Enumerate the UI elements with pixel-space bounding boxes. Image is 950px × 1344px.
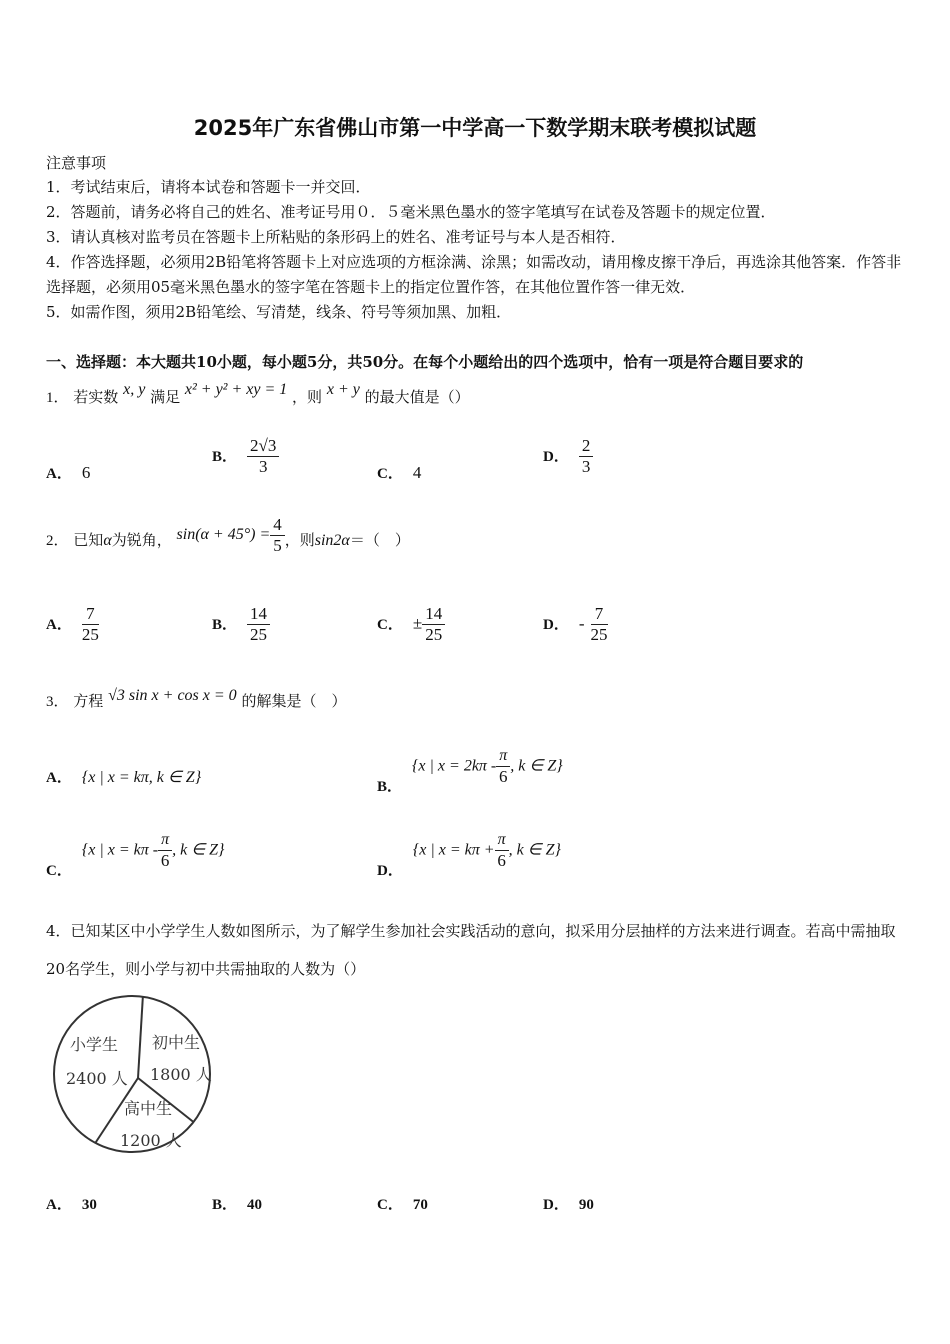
pie-value-label: 1200 人: [120, 1131, 182, 1150]
math-expression: sin(α + 45°) =: [176, 526, 271, 543]
q3-option-d[interactable]: D．{x | x = kπ + $\frac{\pi}{6}$ , k ∈ Z}: [377, 831, 561, 879]
q3-option-b[interactable]: B．{x | x = 2kπ - $\frac{\pi}{6}$ , k ∈ Z}: [377, 747, 563, 795]
math-expression: x² + y² + xy = 1: [184, 381, 288, 398]
q3-option-a[interactable]: A． {x | x = kπ, k ∈ Z}: [46, 769, 202, 786]
fraction: $\frac{2√3}{3}$: [247, 436, 279, 477]
notice-item-2: 2．答题前，请务必将自己的姓名、准考证号用０．５毫米黑色墨水的签字笔填写在试卷及答题卡的规定位置．: [46, 203, 776, 221]
q2-option-b[interactable]: B． $\frac{14}{25}$: [212, 604, 270, 645]
fraction: $\frac{\pi}{6}$: [496, 746, 510, 787]
page-title: 2025年广东省佛山市第一中学高一下数学期末联考模拟试题: [193, 116, 757, 140]
question-text: 满足: [150, 388, 181, 406]
notice-item-1: 1．考试结束后，请将本试卷和答题卡一并交回．: [46, 178, 371, 196]
math-expression: √3 sin x + cos x = 0: [108, 687, 237, 704]
pie-category-label: 高中生: [124, 1099, 173, 1118]
question-text: ，则: [284, 531, 315, 549]
fraction: $\frac{14}{25}$: [422, 604, 445, 645]
fraction: $\frac{\pi}{6}$: [495, 830, 509, 871]
fraction: $\frac{4}{5}$: [270, 515, 285, 556]
pie-value-label: 1800 人: [150, 1065, 212, 1084]
q1-option-c[interactable]: C． 4: [377, 463, 422, 482]
notice-item-4: 4．作答选择题，必须用2B铅笔将答题卡上对应选项的方框涂满、涂黑；如需改动，请用橡皮擦干净后，再选涂其他答案．作答非选择题，必须用05毫米黑色墨水的签字笔在答题卡上的指定位置作答，在其他位置作答一律无效．: [46, 253, 902, 296]
section-heading: 一、选择题：本大题共10小题，每小题5分，共50分。在每个小题给出的四个选项中，恰有一项是符合题目要求的: [46, 353, 804, 371]
question-text: 已知: [73, 531, 104, 549]
math-expression: sin2α: [314, 532, 350, 549]
q2-option-c[interactable]: C． ± $\frac{14}{25}$: [377, 604, 445, 645]
q3-option-c[interactable]: C．{x | x = kπ - $\frac{\pi}{6}$ , k ∈ Z}: [46, 831, 225, 879]
question-text: 若实数: [73, 388, 119, 406]
pie-category-label: 初中生: [152, 1033, 201, 1052]
question-text: ，则: [292, 388, 323, 406]
q1-option-a[interactable]: A． 6: [46, 463, 91, 482]
fraction: $\frac{7}{25}$: [590, 604, 608, 644]
question-text: 的最大值是（）: [364, 388, 470, 406]
q2-option-d[interactable]: D． - $\frac{7}{25}$: [543, 604, 608, 644]
question-2: [46, 514, 410, 562]
question-text: 已知某区中小学学生人数如图所示，为了解学生参加社会实践活动的意向，拟采用分层抽样的方法来进行调查。若高中需抽取20名学生，则小学与初中共需抽取的人数为（）: [46, 922, 896, 978]
student-pie-chart: [50, 990, 220, 1160]
q2-option-a[interactable]: A． $\frac{7}{25}$: [46, 604, 99, 644]
question-number: 2．: [46, 533, 69, 549]
fraction: $\frac{14}{25}$: [247, 604, 270, 645]
question-text: 的解集是（ ）: [241, 692, 347, 710]
question-text: ＝（ ）: [349, 531, 410, 549]
math-expression: x + y: [326, 381, 360, 398]
q4-option-c[interactable]: C． 70: [377, 1197, 428, 1213]
q1-option-b[interactable]: B． $\frac{2√3}{3}$: [212, 436, 279, 477]
question-text: 方程: [73, 692, 104, 710]
question-3: [46, 687, 347, 711]
fraction: $\frac{7}{25}$: [81, 604, 99, 644]
question-number: 4．: [46, 922, 71, 940]
math-expression: α: [103, 532, 112, 549]
notice-item-3: 3．请认真核对监考员在答题卡上所粘贴的条形码上的姓名、准考证号与本人是否相符．: [46, 228, 626, 246]
q4-option-a[interactable]: A． 30: [46, 1197, 97, 1213]
q4-option-d[interactable]: D． 90: [543, 1197, 594, 1213]
fraction: $\frac{\pi}{6}$: [158, 830, 172, 871]
q4-option-b[interactable]: B． 40: [212, 1197, 263, 1213]
fraction: $\frac{2}{3}$: [579, 436, 594, 477]
question-4: [46, 912, 908, 988]
notice-item-5: 5．如需作图，须用2B铅笔绘、写清楚，线条、符号等须加黑、加粗．: [46, 303, 512, 321]
question-number: 3．: [46, 694, 69, 710]
pie-value-label: 2400 人: [66, 1069, 128, 1088]
q1-option-d[interactable]: D． $\frac{2}{3}$: [543, 436, 593, 477]
question-1: [46, 381, 470, 407]
question-number: 1．: [46, 390, 69, 406]
pie-category-label: 小学生: [70, 1035, 119, 1054]
math-expression: x, y: [123, 381, 146, 398]
question-text: 为锐角，: [111, 531, 172, 549]
notice-heading: 注意事项: [46, 154, 107, 172]
